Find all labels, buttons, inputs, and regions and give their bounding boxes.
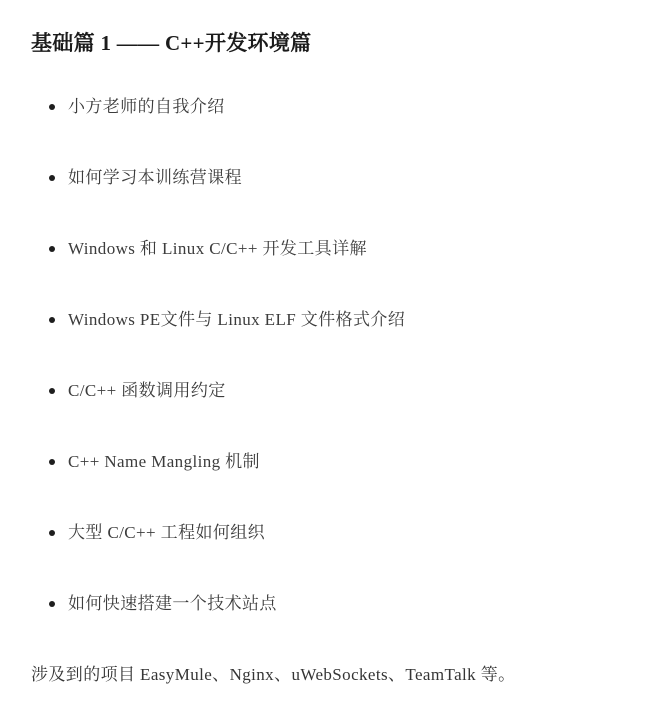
list-item: Windows 和 Linux C/C++ 开发工具详解 xyxy=(31,237,650,261)
list-item: C++ Name Mangling 机制 xyxy=(31,450,650,474)
list-item: C/C++ 函数调用约定 xyxy=(31,379,650,403)
list-item: 大型 C/C++ 工程如何组织 xyxy=(31,521,650,545)
topic-list xyxy=(31,95,650,616)
page-title: 基础篇 1 —— C++开发环境篇 xyxy=(31,31,312,55)
footer-note: 涉及到的项目 EasyMule、Nginx、uWebSockets、TeamTalk 等。 xyxy=(31,665,516,684)
list-item: 如何快速搭建一个技术站点 xyxy=(31,592,650,616)
list-item: 如何学习本训练营课程 xyxy=(31,166,650,190)
list-item: 小方老师的自我介绍 xyxy=(31,95,650,119)
list-item: Windows PE文件与 Linux ELF 文件格式介绍 xyxy=(31,308,650,332)
